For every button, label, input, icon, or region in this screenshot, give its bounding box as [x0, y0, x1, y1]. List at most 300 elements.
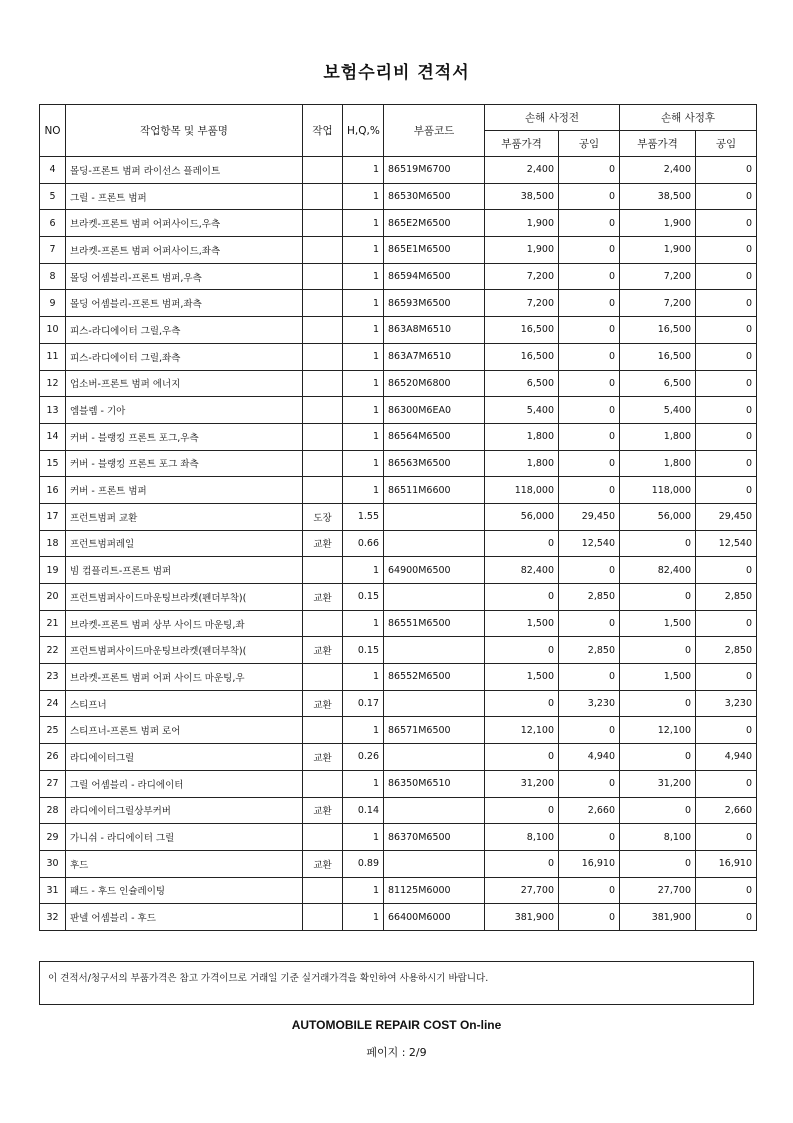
table-row	[40, 877, 757, 904]
row-after-part-price: 82,400	[620, 557, 696, 584]
row-hq: 1	[343, 877, 384, 904]
row-before-labor: 16,910	[559, 850, 620, 877]
row-item-name: 스티프너-프론트 범퍼 로어	[66, 717, 303, 744]
header-after-adjustment: 손해 사정후	[620, 105, 757, 131]
row-before-part-price: 0	[485, 690, 559, 717]
row-hq: 1	[343, 343, 384, 370]
row-part-code: 86552M6500	[384, 664, 485, 691]
document-title: 보험수리비 견적서	[323, 63, 470, 83]
row-after-labor: 3,230	[696, 690, 757, 717]
table-row	[40, 263, 757, 290]
row-item-name: 빔 컴플리트-프론트 범퍼	[66, 557, 303, 584]
row-work-type: 교환	[303, 637, 343, 664]
row-before-labor: 4,940	[559, 744, 620, 771]
row-no: 9	[40, 290, 66, 317]
row-before-labor: 0	[559, 904, 620, 931]
row-no: 4	[40, 157, 66, 184]
row-before-labor: 2,850	[559, 637, 620, 664]
header-work: 작업	[303, 105, 343, 157]
table-row	[40, 557, 757, 584]
header-before-part-price: 부품가격	[485, 131, 559, 157]
row-after-part-price: 1,900	[620, 210, 696, 237]
row-hq: 1	[343, 210, 384, 237]
row-work-type	[303, 450, 343, 477]
row-before-part-price: 1,900	[485, 210, 559, 237]
row-before-labor: 0	[559, 183, 620, 210]
row-hq: 1	[343, 397, 384, 424]
row-after-part-price: 6,500	[620, 370, 696, 397]
table-row	[40, 343, 757, 370]
row-item-name: 브라켓-프론트 범퍼 어퍼 사이드 마운팅,우	[66, 664, 303, 691]
table-row	[40, 610, 757, 637]
row-after-part-price: 0	[620, 584, 696, 611]
row-after-labor: 0	[696, 877, 757, 904]
row-work-type	[303, 770, 343, 797]
row-before-labor: 0	[559, 610, 620, 637]
row-work-type	[303, 824, 343, 851]
row-before-part-price: 0	[485, 584, 559, 611]
row-item-name: 업소버-프론트 범퍼 에너지	[66, 370, 303, 397]
row-after-labor: 0	[696, 370, 757, 397]
row-before-labor: 0	[559, 664, 620, 691]
row-part-code: 86594M6500	[384, 263, 485, 290]
row-after-part-price: 1,800	[620, 450, 696, 477]
table-row	[40, 503, 757, 530]
table-row	[40, 797, 757, 824]
row-hq: 0.66	[343, 530, 384, 557]
row-after-part-price: 0	[620, 797, 696, 824]
row-part-code: 86511M6600	[384, 477, 485, 504]
row-before-part-price: 1,500	[485, 664, 559, 691]
row-after-part-price: 0	[620, 637, 696, 664]
row-no: 26	[40, 744, 66, 771]
row-item-name: 엠블렘 - 기아	[66, 397, 303, 424]
row-item-name: 커버 - 블랭킹 프론트 포그,우측	[66, 423, 303, 450]
row-before-labor: 0	[559, 717, 620, 744]
row-before-part-price: 0	[485, 530, 559, 557]
row-after-part-price: 0	[620, 850, 696, 877]
table-row	[40, 157, 757, 184]
row-after-labor: 0	[696, 210, 757, 237]
row-work-type	[303, 610, 343, 637]
row-no: 15	[40, 450, 66, 477]
header-no: NO	[40, 105, 66, 157]
row-hq: 1	[343, 450, 384, 477]
row-part-code: 863A7M6510	[384, 343, 485, 370]
table-row	[40, 183, 757, 210]
row-no: 17	[40, 503, 66, 530]
row-part-code: 66400M6000	[384, 904, 485, 931]
table-row	[40, 530, 757, 557]
row-work-type: 교환	[303, 690, 343, 717]
row-work-type: 교환	[303, 850, 343, 877]
table-row	[40, 824, 757, 851]
row-before-part-price: 7,200	[485, 263, 559, 290]
row-work-type	[303, 904, 343, 931]
row-part-code	[384, 637, 485, 664]
row-hq: 1	[343, 824, 384, 851]
row-hq: 1	[343, 317, 384, 344]
header-part-code: 부품코드	[384, 105, 485, 157]
table-row	[40, 770, 757, 797]
row-after-part-price: 1,500	[620, 610, 696, 637]
row-item-name: 프런트범퍼 교환	[66, 503, 303, 530]
row-part-code: 865E1M6500	[384, 237, 485, 264]
row-part-code: 86593M6500	[384, 290, 485, 317]
row-before-labor: 2,850	[559, 584, 620, 611]
row-after-part-price: 12,100	[620, 717, 696, 744]
row-no: 20	[40, 584, 66, 611]
row-hq: 1	[343, 557, 384, 584]
row-before-labor: 0	[559, 824, 620, 851]
row-item-name: 피스-라디에이터 그릴,좌측	[66, 343, 303, 370]
row-before-labor: 0	[559, 290, 620, 317]
row-after-labor: 0	[696, 423, 757, 450]
row-before-part-price: 6,500	[485, 370, 559, 397]
row-before-part-price: 0	[485, 797, 559, 824]
row-hq: 1	[343, 370, 384, 397]
row-part-code	[384, 530, 485, 557]
row-before-labor: 0	[559, 370, 620, 397]
row-before-part-price: 56,000	[485, 503, 559, 530]
row-before-labor: 0	[559, 263, 620, 290]
row-after-labor: 0	[696, 343, 757, 370]
row-after-labor: 0	[696, 290, 757, 317]
row-before-labor: 0	[559, 557, 620, 584]
row-work-type	[303, 423, 343, 450]
row-hq: 0.17	[343, 690, 384, 717]
row-after-labor: 0	[696, 477, 757, 504]
row-no: 21	[40, 610, 66, 637]
row-hq: 1	[343, 717, 384, 744]
row-after-part-price: 56,000	[620, 503, 696, 530]
row-hq: 1	[343, 904, 384, 931]
row-part-code: 86551M6500	[384, 610, 485, 637]
row-after-labor: 0	[696, 824, 757, 851]
row-work-type	[303, 290, 343, 317]
row-before-labor: 0	[559, 450, 620, 477]
row-hq: 1	[343, 263, 384, 290]
row-work-type	[303, 183, 343, 210]
row-hq: 0.26	[343, 744, 384, 771]
row-after-part-price: 0	[620, 744, 696, 771]
row-after-labor: 2,660	[696, 797, 757, 824]
row-item-name: 커버 - 프론트 범퍼	[66, 477, 303, 504]
row-hq: 1	[343, 477, 384, 504]
row-part-code: 86300M6EA0	[384, 397, 485, 424]
row-before-part-price: 0	[485, 744, 559, 771]
row-no: 12	[40, 370, 66, 397]
row-before-part-price: 1,800	[485, 423, 559, 450]
row-work-type: 교환	[303, 530, 343, 557]
row-after-labor: 0	[696, 557, 757, 584]
row-no: 24	[40, 690, 66, 717]
row-part-code: 86519M6700	[384, 157, 485, 184]
row-hq: 1	[343, 664, 384, 691]
row-before-labor: 0	[559, 397, 620, 424]
table-row	[40, 423, 757, 450]
row-before-part-price: 381,900	[485, 904, 559, 931]
row-work-type: 교환	[303, 797, 343, 824]
row-item-name: 판넬 어셈블리 - 후드	[66, 904, 303, 931]
row-item-name: 후드	[66, 850, 303, 877]
row-after-part-price: 7,200	[620, 263, 696, 290]
row-no: 30	[40, 850, 66, 877]
row-no: 19	[40, 557, 66, 584]
row-item-name: 브라켓-프론트 범퍼 상부 사이드 마운팅,좌	[66, 610, 303, 637]
row-work-type	[303, 664, 343, 691]
row-hq: 1	[343, 183, 384, 210]
row-part-code: 86563M6500	[384, 450, 485, 477]
row-after-part-price: 5,400	[620, 397, 696, 424]
row-after-part-price: 27,700	[620, 877, 696, 904]
row-part-code	[384, 850, 485, 877]
row-no: 11	[40, 343, 66, 370]
row-hq: 1.55	[343, 503, 384, 530]
row-after-labor: 0	[696, 317, 757, 344]
row-after-part-price: 31,200	[620, 770, 696, 797]
header-after-labor: 공임	[696, 131, 757, 157]
row-before-part-price: 12,100	[485, 717, 559, 744]
row-after-labor: 0	[696, 450, 757, 477]
row-no: 28	[40, 797, 66, 824]
row-item-name: 패드 - 후드 인슐레이팅	[66, 877, 303, 904]
row-part-code: 86564M6500	[384, 423, 485, 450]
row-before-part-price: 118,000	[485, 477, 559, 504]
row-work-type	[303, 477, 343, 504]
table-row	[40, 237, 757, 264]
row-work-type	[303, 343, 343, 370]
row-work-type	[303, 397, 343, 424]
row-before-part-price: 16,500	[485, 317, 559, 344]
row-after-labor: 0	[696, 610, 757, 637]
row-before-part-price: 1,900	[485, 237, 559, 264]
row-part-code: 865E2M6500	[384, 210, 485, 237]
row-before-labor: 0	[559, 423, 620, 450]
row-no: 18	[40, 530, 66, 557]
page-number: 페이지 : 2/9	[366, 1046, 427, 1059]
row-before-part-price: 16,500	[485, 343, 559, 370]
row-no: 23	[40, 664, 66, 691]
table-row	[40, 210, 757, 237]
row-before-labor: 0	[559, 877, 620, 904]
row-no: 13	[40, 397, 66, 424]
row-after-labor: 0	[696, 237, 757, 264]
row-before-part-price: 31,200	[485, 770, 559, 797]
row-before-labor: 0	[559, 157, 620, 184]
row-part-code: 86571M6500	[384, 717, 485, 744]
row-no: 27	[40, 770, 66, 797]
row-before-labor: 12,540	[559, 530, 620, 557]
row-hq: 0.15	[343, 637, 384, 664]
row-before-part-price: 1,800	[485, 450, 559, 477]
row-no: 16	[40, 477, 66, 504]
row-part-code: 64900M6500	[384, 557, 485, 584]
row-before-part-price: 27,700	[485, 877, 559, 904]
row-after-labor: 4,940	[696, 744, 757, 771]
row-before-labor: 3,230	[559, 690, 620, 717]
row-hq: 0.15	[343, 584, 384, 611]
row-item-name: 그릴 - 프론트 범퍼	[66, 183, 303, 210]
row-after-part-price: 38,500	[620, 183, 696, 210]
row-after-part-price: 381,900	[620, 904, 696, 931]
row-work-type	[303, 157, 343, 184]
row-after-labor: 12,540	[696, 530, 757, 557]
row-no: 29	[40, 824, 66, 851]
table-row	[40, 850, 757, 877]
row-no: 32	[40, 904, 66, 931]
row-hq: 1	[343, 423, 384, 450]
table-header	[40, 105, 757, 157]
row-before-labor: 0	[559, 770, 620, 797]
row-after-labor: 0	[696, 397, 757, 424]
header-hq: H,Q,%	[343, 105, 384, 157]
row-part-code	[384, 797, 485, 824]
row-work-type	[303, 237, 343, 264]
row-work-type: 교환	[303, 744, 343, 771]
row-item-name: 커버 - 블랭킹 프론트 포그 좌측	[66, 450, 303, 477]
estimate-table	[39, 104, 757, 931]
row-before-labor: 0	[559, 210, 620, 237]
header-before-labor: 공임	[559, 131, 620, 157]
row-no: 5	[40, 183, 66, 210]
row-part-code	[384, 744, 485, 771]
table-row	[40, 317, 757, 344]
row-after-part-price: 8,100	[620, 824, 696, 851]
row-before-labor: 0	[559, 343, 620, 370]
row-item-name: 브라켓-프론트 범퍼 어퍼사이드,좌측	[66, 237, 303, 264]
table-row	[40, 744, 757, 771]
row-after-part-price: 0	[620, 690, 696, 717]
row-part-code	[384, 584, 485, 611]
price-notice-text: 이 견적서/청구서의 부품가격은 참고 가격이므로 거래일 기준 실거래가격을 확인하여 사용하시기 바랍니다.	[48, 973, 489, 984]
table-row	[40, 397, 757, 424]
row-work-type	[303, 877, 343, 904]
row-item-name: 몰딩-프론트 범퍼 라이선스 플레이트	[66, 157, 303, 184]
row-part-code: 86370M6500	[384, 824, 485, 851]
row-item-name: 그릴 어셈블리 - 라디에이터	[66, 770, 303, 797]
row-before-part-price: 82,400	[485, 557, 559, 584]
row-no: 7	[40, 237, 66, 264]
row-no: 10	[40, 317, 66, 344]
row-after-labor: 0	[696, 157, 757, 184]
table-row	[40, 477, 757, 504]
table-row	[40, 450, 757, 477]
row-before-labor: 0	[559, 477, 620, 504]
row-after-labor: 0	[696, 183, 757, 210]
row-hq: 1	[343, 237, 384, 264]
header-after-part-price: 부품가격	[620, 131, 696, 157]
row-part-code: 86530M6500	[384, 183, 485, 210]
table-row	[40, 584, 757, 611]
row-before-labor: 2,660	[559, 797, 620, 824]
row-item-name: 브라켓-프론트 범퍼 어퍼사이드,우측	[66, 210, 303, 237]
row-work-type	[303, 263, 343, 290]
row-after-part-price: 16,500	[620, 317, 696, 344]
row-after-labor: 0	[696, 770, 757, 797]
row-after-part-price: 16,500	[620, 343, 696, 370]
row-hq: 0.14	[343, 797, 384, 824]
header-before-adjustment: 손해 사정전	[485, 105, 620, 131]
table-body	[40, 157, 757, 931]
row-after-part-price: 0	[620, 530, 696, 557]
row-work-type	[303, 210, 343, 237]
row-part-code: 863A8M6510	[384, 317, 485, 344]
row-no: 25	[40, 717, 66, 744]
row-work-type: 교환	[303, 584, 343, 611]
row-item-name: 몰딩 어셈블리-프론트 범퍼,좌측	[66, 290, 303, 317]
row-work-type	[303, 717, 343, 744]
header-item: 작업항목 및 부품명	[66, 105, 303, 157]
row-after-part-price: 7,200	[620, 290, 696, 317]
row-after-labor: 0	[696, 664, 757, 691]
row-item-name: 프런트범퍼사이드마운팅브라켓(펜더부착)(	[66, 637, 303, 664]
row-item-name: 피스-라디에이터 그릴,우측	[66, 317, 303, 344]
row-part-code: 86350M6510	[384, 770, 485, 797]
row-before-part-price: 0	[485, 637, 559, 664]
table-row	[40, 290, 757, 317]
row-hq: 1	[343, 157, 384, 184]
row-hq: 1	[343, 610, 384, 637]
row-work-type: 도장	[303, 503, 343, 530]
row-item-name: 몰딩 어셈블리-프론트 범퍼,우측	[66, 263, 303, 290]
row-before-part-price: 7,200	[485, 290, 559, 317]
row-before-part-price: 1,500	[485, 610, 559, 637]
row-after-part-price: 1,800	[620, 423, 696, 450]
row-no: 22	[40, 637, 66, 664]
row-before-part-price: 5,400	[485, 397, 559, 424]
row-before-part-price: 2,400	[485, 157, 559, 184]
row-after-labor: 0	[696, 904, 757, 931]
row-after-labor: 0	[696, 717, 757, 744]
table-row	[40, 690, 757, 717]
row-before-labor: 29,450	[559, 503, 620, 530]
row-after-labor: 29,450	[696, 503, 757, 530]
row-before-part-price: 0	[485, 850, 559, 877]
price-notice-box	[39, 961, 754, 1005]
row-work-type	[303, 317, 343, 344]
row-no: 6	[40, 210, 66, 237]
row-part-code: 86520M6800	[384, 370, 485, 397]
row-item-name: 프런트범퍼사이드마운팅브라켓(펜더부착)(	[66, 584, 303, 611]
table-row	[40, 664, 757, 691]
row-item-name: 스티프너	[66, 690, 303, 717]
row-part-code	[384, 503, 485, 530]
table-row	[40, 370, 757, 397]
row-hq: 1	[343, 770, 384, 797]
row-after-part-price: 1,500	[620, 664, 696, 691]
row-hq: 1	[343, 290, 384, 317]
row-item-name: 라디에이터그릴상부커버	[66, 797, 303, 824]
row-work-type	[303, 557, 343, 584]
row-item-name: 프런트범퍼레일	[66, 530, 303, 557]
row-no: 31	[40, 877, 66, 904]
row-item-name: 가니쉬 - 라디에이터 그릴	[66, 824, 303, 851]
row-part-code: 81125M6000	[384, 877, 485, 904]
row-work-type	[303, 370, 343, 397]
row-before-labor: 0	[559, 237, 620, 264]
row-after-part-price: 118,000	[620, 477, 696, 504]
row-after-labor: 2,850	[696, 584, 757, 611]
row-after-labor: 0	[696, 263, 757, 290]
row-before-labor: 0	[559, 317, 620, 344]
row-before-part-price: 8,100	[485, 824, 559, 851]
footer-brand: AUTOMOBILE REPAIR COST On-line	[291, 1018, 502, 1032]
table-row	[40, 637, 757, 664]
row-hq: 0.89	[343, 850, 384, 877]
row-item-name: 라디에이터그릴	[66, 744, 303, 771]
row-after-part-price: 1,900	[620, 237, 696, 264]
